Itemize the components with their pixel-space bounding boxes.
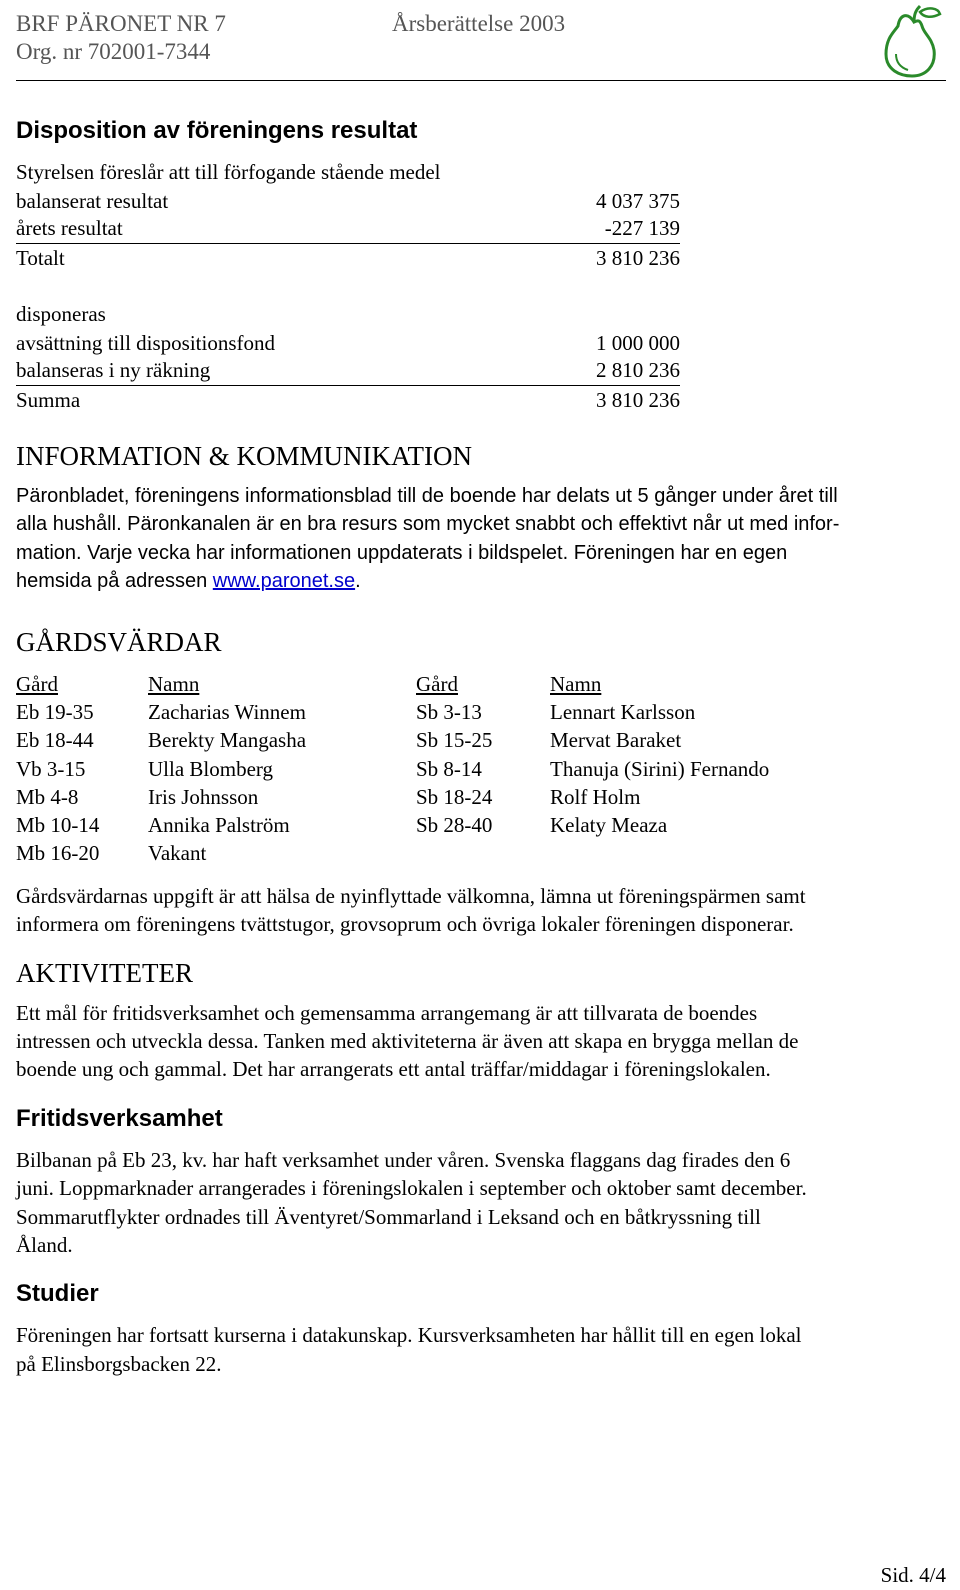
gardsvardar-table [16, 670, 850, 868]
table-cell: Mervat Baraket [550, 728, 682, 753]
info-title: INFORMATION & KOMMUNIKATION [16, 441, 472, 471]
result-row [16, 187, 680, 216]
table-cell: Ulla Blomberg [148, 756, 274, 781]
text-line: alla hushåll. Päronkanalen är en bra resurs som mycket snabbt och effektivt når ut med infor- [16, 513, 840, 536]
text-line: Päronbladet, föreningens informationsblad till de boende har delats ut 5 gånger under året till [16, 485, 838, 507]
website-link[interactable]: www.paronet.se [212, 570, 356, 593]
table-cell [550, 839, 850, 867]
row-value: 2 810 236 [596, 358, 680, 382]
text-line: Åland. [16, 1232, 73, 1257]
table-row [16, 698, 850, 726]
total-row [16, 244, 680, 273]
text-prefix: hemsida på adressen [16, 570, 213, 593]
disposition-row [16, 357, 680, 386]
text-line: juni. Loppmarknader arrangerades i föreningslokalen i september och oktober samt december. [16, 1176, 807, 1201]
table-cell: Mb 10-14 [16, 813, 100, 838]
text-line: Föreningen har fortsatt kurserna i datakunskap. Kursverksamheten har hållit till en egen lokal [16, 1323, 802, 1348]
table-row [16, 811, 850, 839]
table-cell: Lennart Karlsson [550, 699, 696, 724]
table-cell: Iris Johnsson [148, 784, 259, 809]
disposition-intro: Styrelsen föreslår att till förfogande stående medel [16, 160, 441, 184]
table-cell: Mb 16-20 [16, 841, 100, 866]
studier-paragraph [16, 1321, 944, 1378]
table-cell: Annika Palström [148, 813, 290, 838]
text-line [16, 567, 944, 595]
disposition-label: disponeras [16, 302, 106, 326]
report-title: Årsberättelse 2003 [392, 11, 566, 36]
result-row [16, 215, 680, 244]
document-body [16, 116, 944, 1378]
row-label: Summa [16, 387, 81, 412]
table-cell: Kelaty Meaza [550, 813, 668, 838]
aktiviteter-title: AKTIVITETER [16, 957, 193, 988]
row-label: Totalt [16, 245, 65, 270]
table-cell: Sb 28-40 [416, 813, 493, 838]
page-header [16, 10, 946, 80]
table-cell: Vb 3-15 [16, 756, 86, 781]
row-value: 4 037 375 [596, 188, 680, 213]
table-row [16, 755, 850, 783]
table-row [16, 783, 850, 811]
aktiviteter-paragraph [16, 999, 944, 1084]
row-value: 1 000 000 [596, 330, 680, 355]
row-label: avsättning till dispositionsfond [16, 330, 276, 355]
gardsvardar-paragraph [16, 882, 944, 939]
text-line: på Elinsborgsbacken 22. [16, 1351, 222, 1376]
text-line: Bilbanan på Eb 23, kv. har haft verksamhet under våren. Svenska flaggans dag firades den 6 [16, 1147, 791, 1172]
text-line: Gårdsvärdarnas uppgift är att hälsa de nyinflyttade välkomna, lämna ut föreningspärmen samt [16, 883, 806, 908]
table-cell: Sb 3-13 [416, 699, 482, 724]
page-number: Sid. 4/4 [880, 1563, 946, 1587]
info-paragraph [16, 482, 944, 596]
row-value: 3 810 236 [596, 245, 680, 270]
column-header: Gård [416, 671, 458, 696]
table-cell: Eb 18-44 [16, 728, 94, 753]
text-line: intressen och utveckla dessa. Tanken med aktiviteterna är även att skapa en brygga mellan de [16, 1028, 799, 1053]
text-line: Ett mål för fritidsverksamhet och gemensamma arrangemang är att tillvarata de boendes [16, 1000, 758, 1025]
table-cell: Rolf Holm [550, 784, 641, 809]
table-cell: Sb 8-14 [416, 756, 482, 781]
text-line: Sommarutflykter ordnades till Äventyret/Sommarland i Leksand och en båtkryssning till [16, 1204, 761, 1229]
fritid-title: Fritidsverksamhet [16, 1104, 223, 1132]
column-header: Namn [148, 671, 200, 696]
table-cell: Thanuja (Sirini) Fernando [550, 756, 770, 781]
fritid-paragraph [16, 1146, 944, 1260]
table-header-row [16, 670, 850, 698]
studier-title: Studier [16, 1280, 99, 1308]
pear-logo-icon [874, 4, 946, 80]
text-line: boende ung och gammal. Det har arrangerats ett antal träffar/middagar i föreningslokalen. [16, 1057, 771, 1082]
org-name: BRF PÄRONET NR 7 [16, 11, 226, 36]
disposition-title: Disposition av föreningens resultat [16, 117, 418, 144]
column-header: Namn [550, 671, 602, 696]
table-row [16, 839, 850, 867]
text-line: informera om föreningens tvättstugor, grovsoprum och övriga lokaler föreningen disponerar. [16, 912, 794, 937]
table-cell [416, 839, 550, 867]
header-divider [16, 80, 946, 81]
disposition-row [16, 329, 680, 358]
row-label: balanserat resultat [16, 188, 169, 213]
table-cell: Eb 19-35 [16, 699, 94, 724]
sum-row [16, 386, 680, 415]
column-header: Gård [16, 671, 58, 696]
table-cell: Mb 4-8 [16, 784, 79, 809]
row-value: -227 139 [604, 216, 680, 240]
row-label: balanseras i ny räkning [16, 358, 211, 382]
row-value: 3 810 236 [596, 387, 680, 412]
org-number: Org. nr 702001-7344 [16, 39, 211, 64]
text-line: mation. Varje vecka har informationen uppdaterats i bildspelet. Föreningen har en egen [16, 541, 788, 564]
table-row [16, 726, 850, 754]
table-cell: Berekty Mangasha [148, 728, 307, 753]
table-cell: Sb 15-25 [416, 728, 493, 753]
gardsvardar-title: GÅRDSVÄRDAR [16, 626, 222, 657]
table-cell: Zacharias Winnem [148, 699, 306, 724]
row-label: årets resultat [16, 216, 123, 240]
table-cell: Vakant [148, 841, 207, 866]
table-cell: Sb 18-24 [416, 784, 493, 809]
text-suffix: . [355, 570, 361, 593]
